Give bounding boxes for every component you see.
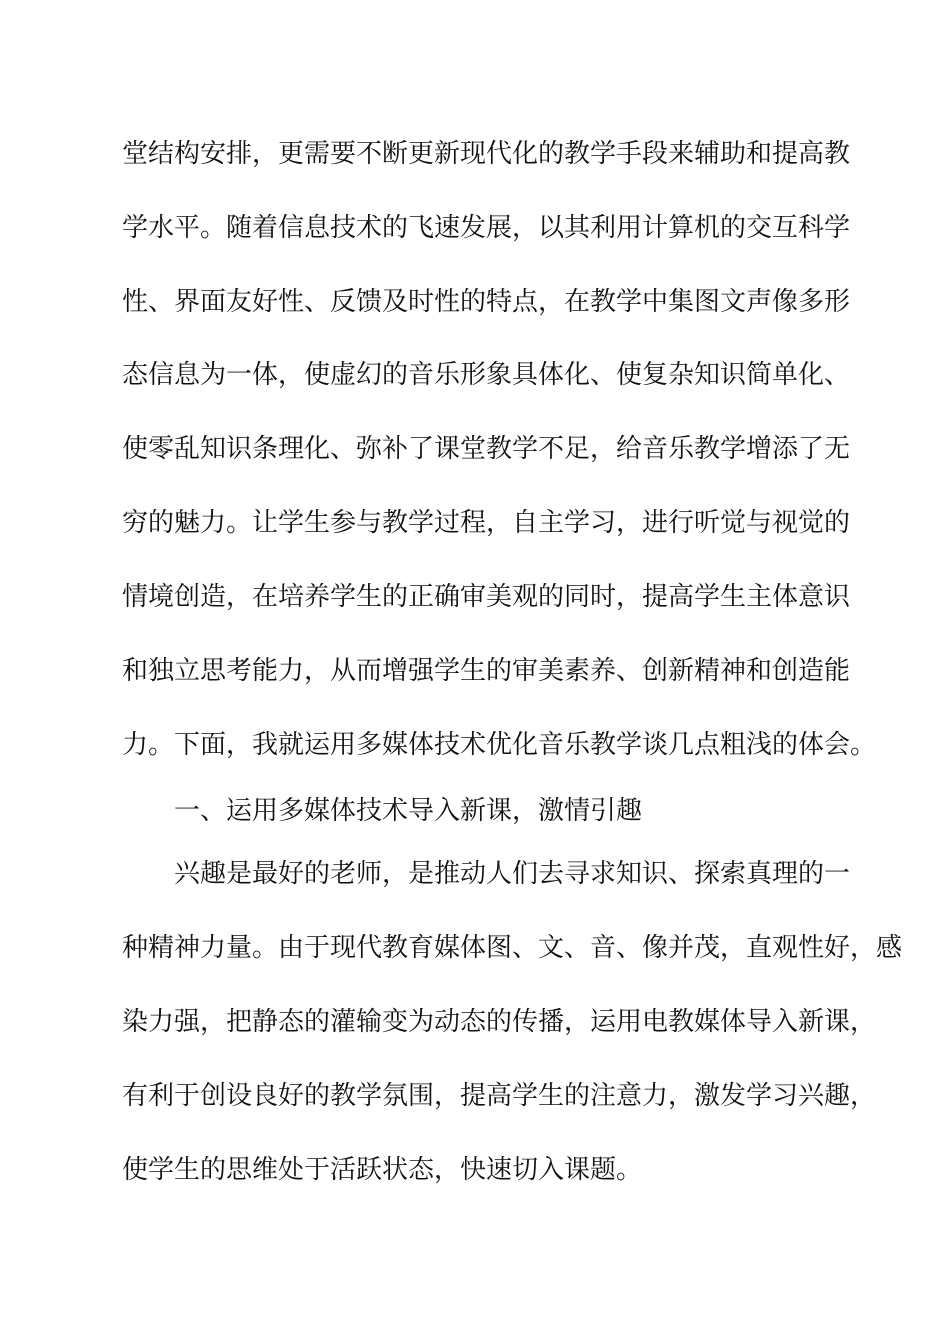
paragraph-2-line-5: 使学生的思维处于活跃状态，快速切入课题。 bbox=[122, 1155, 643, 1185]
paragraph-1-line-6: 穷的魅力。让学生参与教学过程，自主学习，进行听觉与视觉的 bbox=[122, 508, 851, 538]
paragraph-2-line-3: 染力强，把静态的灌输变为动态的传播，运用电教媒体导入新课， bbox=[122, 1007, 877, 1037]
paragraph-1-line-9: 力。下面，我就运用多媒体技术优化音乐教学谈几点粗浅的体会。 bbox=[122, 730, 877, 760]
paragraph-1-line-8: 和独立思考能力，从而增强学生的审美素养、创新精神和创造能 bbox=[122, 656, 851, 686]
paragraph-1-line-4: 态信息为一体，使虚幻的音乐形象具体化、使复杂知识简单化、 bbox=[122, 360, 851, 390]
paragraph-1-line-7: 情境创造，在培养学生的正确审美观的同时，提高学生主体意识 bbox=[122, 582, 851, 612]
paragraph-1-line-3: 性、界面友好性、反馈及时性的特点，在教学中集图文声像多形 bbox=[122, 287, 851, 317]
paragraph-2-line-2: 种精神力量。由于现代教育媒体图、文、音、像并茂，直观性好，感 bbox=[122, 933, 903, 963]
paragraph-2-line-1: 兴趣是最好的老师，是推动人们去寻求知识、探索真理的一 bbox=[174, 859, 851, 889]
section-heading: 一、运用多媒体技术导入新课，激情引趣 bbox=[174, 796, 643, 826]
paragraph-1-line-5: 使零乱知识条理化、弥补了课堂教学不足，给音乐教学增添了无 bbox=[122, 434, 851, 464]
paragraph-1-line-1: 堂结构安排，更需要不断更新现代化的教学手段来辅助和提高教 bbox=[122, 139, 851, 169]
paragraph-2-line-4: 有利于创设良好的教学氛围，提高学生的注意力，激发学习兴趣， bbox=[122, 1081, 877, 1111]
paragraph-1-line-2: 学水平。随着信息技术的飞速发展，以其利用计算机的交互科学 bbox=[122, 213, 851, 243]
